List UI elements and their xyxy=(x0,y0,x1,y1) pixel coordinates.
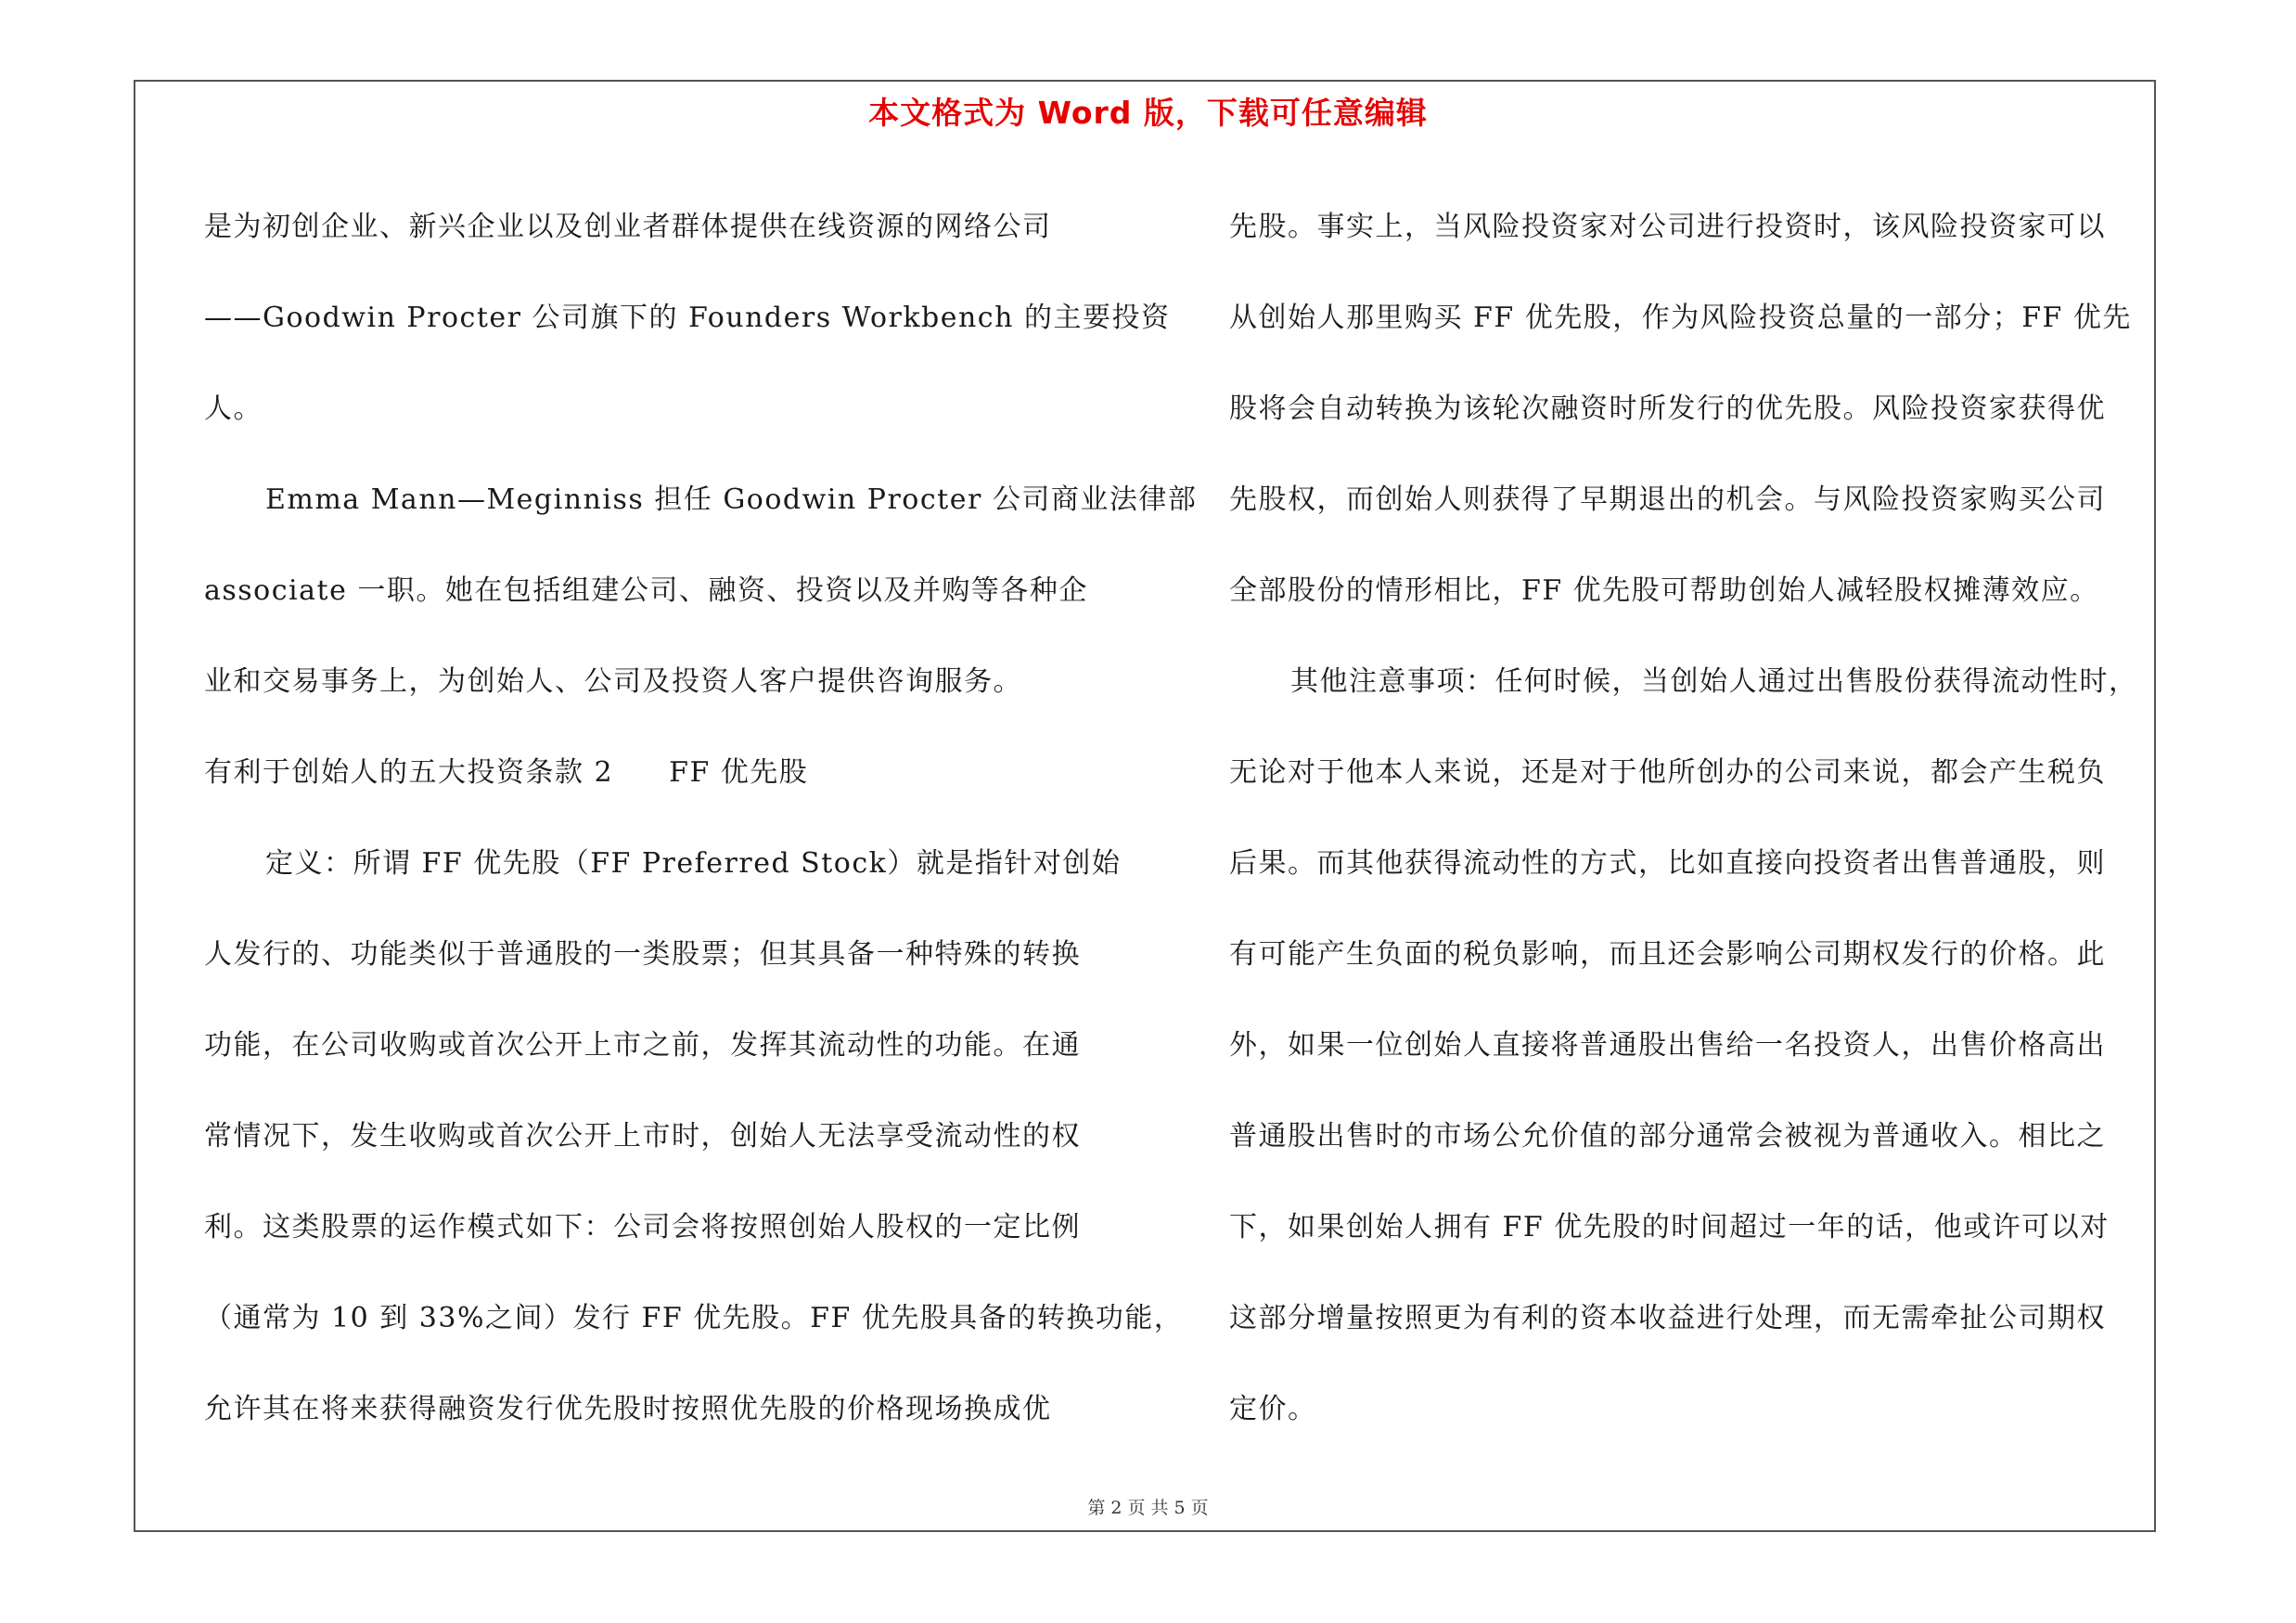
text-line: 人。 xyxy=(204,393,263,425)
text-line: 其他注意事项：任何时候，当创始人通过出售股份获得流动性时， xyxy=(1290,665,2138,698)
left-text-column xyxy=(204,182,1198,1455)
text-line: 功能，在公司收购或首次公开上市之前，发挥其流动性的功能。在通 xyxy=(204,1029,1081,1062)
text-line: 利。这类股票的运作模式如下：公司会将按照创始人股权的一定比例 xyxy=(204,1211,1081,1243)
text-line: Emma Mann—Meginniss 担任 Goodwin Procter 公司商业法律部 xyxy=(265,483,1198,516)
page-header-title: 本文格式为 Word 版，下载可任意编辑 xyxy=(868,95,1428,131)
text-line: 股将会自动转换为该轮次融资时所发行的优先股。风险投资家获得优 xyxy=(1229,393,2106,425)
text-line: 全部股份的情形相比，FF 优先股可帮助创始人减轻股权摊薄效应。 xyxy=(1229,574,2099,607)
text-line: 定价。 xyxy=(1229,1393,1317,1425)
text-line: associate 一职。她在包括组建公司、融资、投资以及并购等各种企 xyxy=(204,574,1088,607)
section-subtitle: FF 优先股 xyxy=(669,756,809,789)
text-line: 这部分增量按照更为有利的资本收益进行处理，而无需牵扯公司期权 xyxy=(1229,1302,2106,1334)
text-line: 下，如果创始人拥有 FF 优先股的时间超过一年的话，他或许可以对 xyxy=(1229,1211,2110,1243)
text-line: 常情况下，发生收购或首次公开上市时，创始人无法享受流动性的权 xyxy=(204,1120,1081,1153)
page-number: 第 2 页 共 5 页 xyxy=(1087,1498,1209,1518)
text-line: 先股权，而创始人则获得了早期退出的机会。与风险投资家购买公司 xyxy=(1229,483,2106,516)
text-line: ——Goodwin Procter 公司旗下的 Founders Workbench 的主要投资 xyxy=(204,302,1171,334)
text-line: 业和交易事务上，为创始人、公司及投资人客户提供咨询服务。 xyxy=(204,665,1022,698)
text-line: 从创始人那里购买 FF 优先股，作为风险投资总量的一部分；FF 优先 xyxy=(1229,302,2132,334)
text-line: 是为初创企业、新兴企业以及创业者群体提供在线资源的网络公司 xyxy=(204,211,1052,243)
text-line: 人发行的、功能类似于普通股的一类股票；但其具备一种特殊的转换 xyxy=(204,938,1081,971)
text-line: 定义：所谓 FF 优先股（FF Preferred Stock）就是指针对创始 xyxy=(265,847,1122,880)
text-line: 后果。而其他获得流动性的方式，比如直接向投资者出售普通股，则 xyxy=(1229,847,2106,880)
text-line: 外，如果一位创始人直接将普通股出售给一名投资人，出售价格高出 xyxy=(1229,1029,2106,1062)
text-line: 先股。事实上，当风险投资家对公司进行投资时，该风险投资家可以 xyxy=(1229,211,2106,243)
section-heading: 有利于创始人的五大投资条款 2 xyxy=(204,756,614,789)
text-line: 无论对于他本人来说，还是对于他所创办的公司来说，都会产生税负 xyxy=(1229,756,2106,789)
text-line: 有可能产生负面的税负影响，而且还会影响公司期权发行的价格。此 xyxy=(1229,938,2106,971)
text-line: 普通股出售时的市场公允价值的部分通常会被视为普通收入。相比之 xyxy=(1229,1120,2106,1153)
right-text-column xyxy=(1229,182,2152,1455)
section-heading-line xyxy=(204,728,1132,818)
text-line: 允许其在将来获得融资发行优先股时按照优先股的价格现场换成优 xyxy=(204,1393,1052,1425)
text-line: （通常为 10 到 33%之间）发行 FF 优先股。FF 优先股具备的转换功能， xyxy=(204,1302,1184,1334)
